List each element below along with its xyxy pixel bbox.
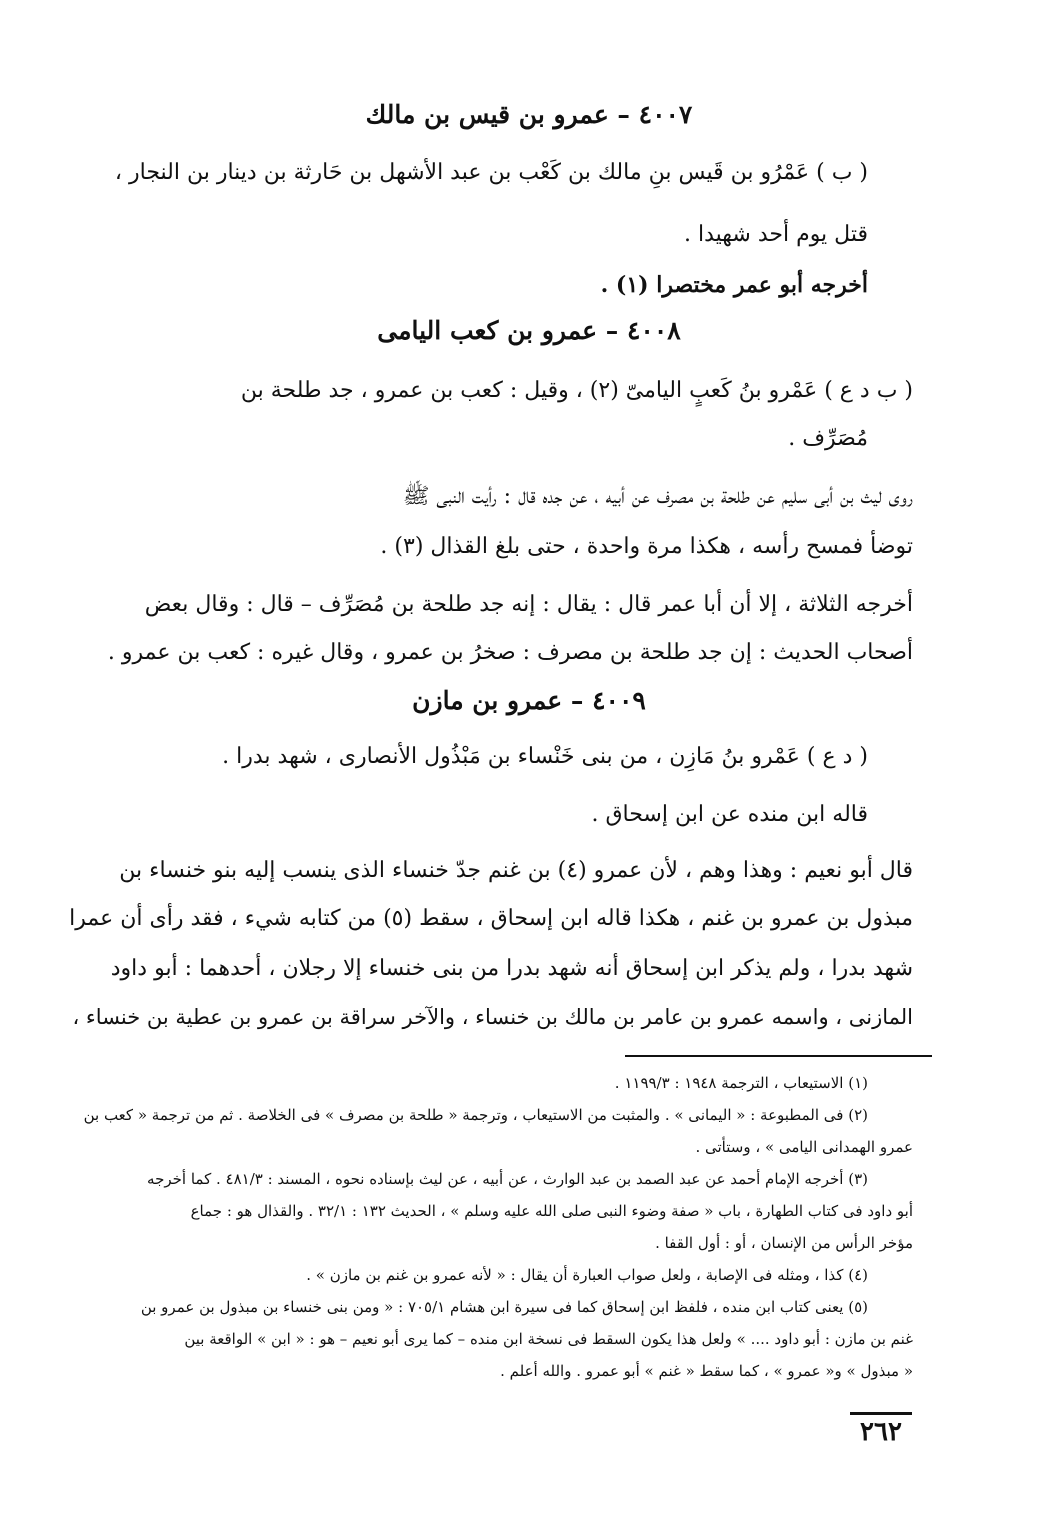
entry-4007-line-1: ( ب ) عَمْرُو بن قَيس بنِ مالك بن كَعْب بن عبد الأشهل بن حَارثة بن دينار بن النجار ، <box>114 160 868 185</box>
footnote-5-line-1: (٥) يعنى كتاب ابن منده ، فلفظ ابن إسحاق كما فى سيرة ابن هشام ٧٠٥/١ : « ومن بنى خنساء بن مبذول بن عمرو بن <box>140 1298 868 1316</box>
entry-4009-line-3: قال أبو نعيم : وهذا وهم ، لأن عمرو (٤) بن غنم جدّ خنساء الذى ينسب إليه بنو خنساء بن <box>119 858 913 883</box>
entry-4008-line-3: روى ليث بن أبى سليم عن طلحة بن مصرف عن أبيه ، عن جده قال : رأيت النبى ﷺ <box>402 484 913 509</box>
entry-4008-line-1: ( ب د ع ) عَمْرو بنُ كَعبٍ اليامىّ (٢) ، وقيل : كعب بن عمرو ، جد طلحة بن <box>240 378 913 403</box>
entry-4009-line-1: ( د ع ) عَمْرو بنُ مَازِن ، من بنى خَنْساء بن مَبْذُول الأنصارى ، شهد بدرا . <box>222 744 868 769</box>
footnote-2-line-2: عمرو الهمدانى اليامى » ، وستأتى . <box>695 1138 913 1156</box>
page-number-text: ٢٦٢ <box>860 1417 902 1447</box>
entry-4009-line-5: شهد بدرا ، ولم يذكر ابن إسحاق أنه شهد بدرا من بنى خنساء إلا رجلان ، أحدهما : أبو داود <box>110 956 913 981</box>
entry-4008-line-5: أخرجه الثلاثة ، إلا أن أبا عمر قال : يقال : إنه جد طلحة بن مُصَرِّف – قال : وقال بعض <box>144 592 913 617</box>
page-number <box>846 1412 916 1447</box>
footnote-4: (٤) كذا ، ومثله فى الإصابة ، ولعل صواب العبارة أن يقال : « لأنه عمرو بن غنم بن مازن » . <box>306 1266 868 1284</box>
entry-title-4008: ٤٠٠٨ – عمرو بن كعب اليامى <box>377 316 681 345</box>
footnote-separator <box>625 1055 932 1057</box>
footnote-2-line-1: (٢) فى المطبوعة : « اليمانى » . والمثبت من الاستيعاب ، وترجمة « طلحة بن مصرف » فى الخلاصة . ثم من ترجمة « كعب بن <box>83 1106 868 1124</box>
entry-4009-line-4: مبذول بن عمرو بن غنم ، هكذا قاله ابن إسحاق ، سقط (٥) من كتابه شيء ، فقد رأى أن عمرا <box>69 906 913 931</box>
entry-4009-line-6: المازنى ، واسمه عمرو بن عامر بن مالك بن خنساء ، والآخر سراقة بن عمرو بن عطية بن خنساء ، <box>72 1005 913 1029</box>
footnote-5-line-3: « مبذول » و« عمرو » ، كما سقط « غنم » أبو عمرو . والله أعلم . <box>500 1362 913 1380</box>
page-number-bar <box>850 1412 912 1415</box>
entry-title-4007: ٤٠٠٧ – عمرو بن قيس بن مالك <box>365 100 693 129</box>
entry-4009-line-2: قاله ابن منده عن ابن إسحاق . <box>591 802 868 827</box>
entry-4007-line-3: أخرجه أبو عمر مختصرا (١) . <box>600 272 868 298</box>
footnote-1: (١) الاستيعاب ، الترجمة ١٩٤٨ : ١١٩٩/٣ . <box>614 1074 868 1092</box>
footnote-5-line-2: غنم بن مازن : أبو داود .... » ولعل هذا يكون السقط فى نسخة ابن منده – كما يرى أبو نعيم – هو : « ابن » الواقعة بين <box>184 1330 913 1348</box>
entry-4008-line-6: أصحاب الحديث : إن جد طلحة بن مصرف : صخرُ بن عمرو ، وقال غيره : كعب بن عمرو . <box>107 640 913 665</box>
footnote-3-line-2: أبو داود فى كتاب الطهارة ، باب « صفة وضوء النبى صلى الله عليه وسلم » ، الحديث ١٣٢ : ٣٢/١ . والقذال هو : جماع <box>190 1202 913 1220</box>
footnote-3-line-1: (٣) أخرجه الإمام أحمد عن عبد الصمد بن عبد الوارث ، عن أبيه ، عن ليث بإسناده نحوه ، المسند : ٤٨١/٣ . كما أخرجه <box>147 1170 868 1188</box>
footnote-3-line-3: مؤخر الرأس من الإنسان ، أو : أول القفا . <box>655 1234 913 1252</box>
entry-title-4009: ٤٠٠٩ – عمرو بن مازن <box>412 686 646 715</box>
entry-4008-line-2: مُصَرِّف . <box>788 426 868 451</box>
entry-4008-line-4: توضأ فمسح رأسه ، هكذا مرة واحدة ، حتى بلغ القذال (٣) . <box>380 534 913 559</box>
entry-4007-line-2: قتل يوم أحد شهيدا . <box>683 222 868 247</box>
